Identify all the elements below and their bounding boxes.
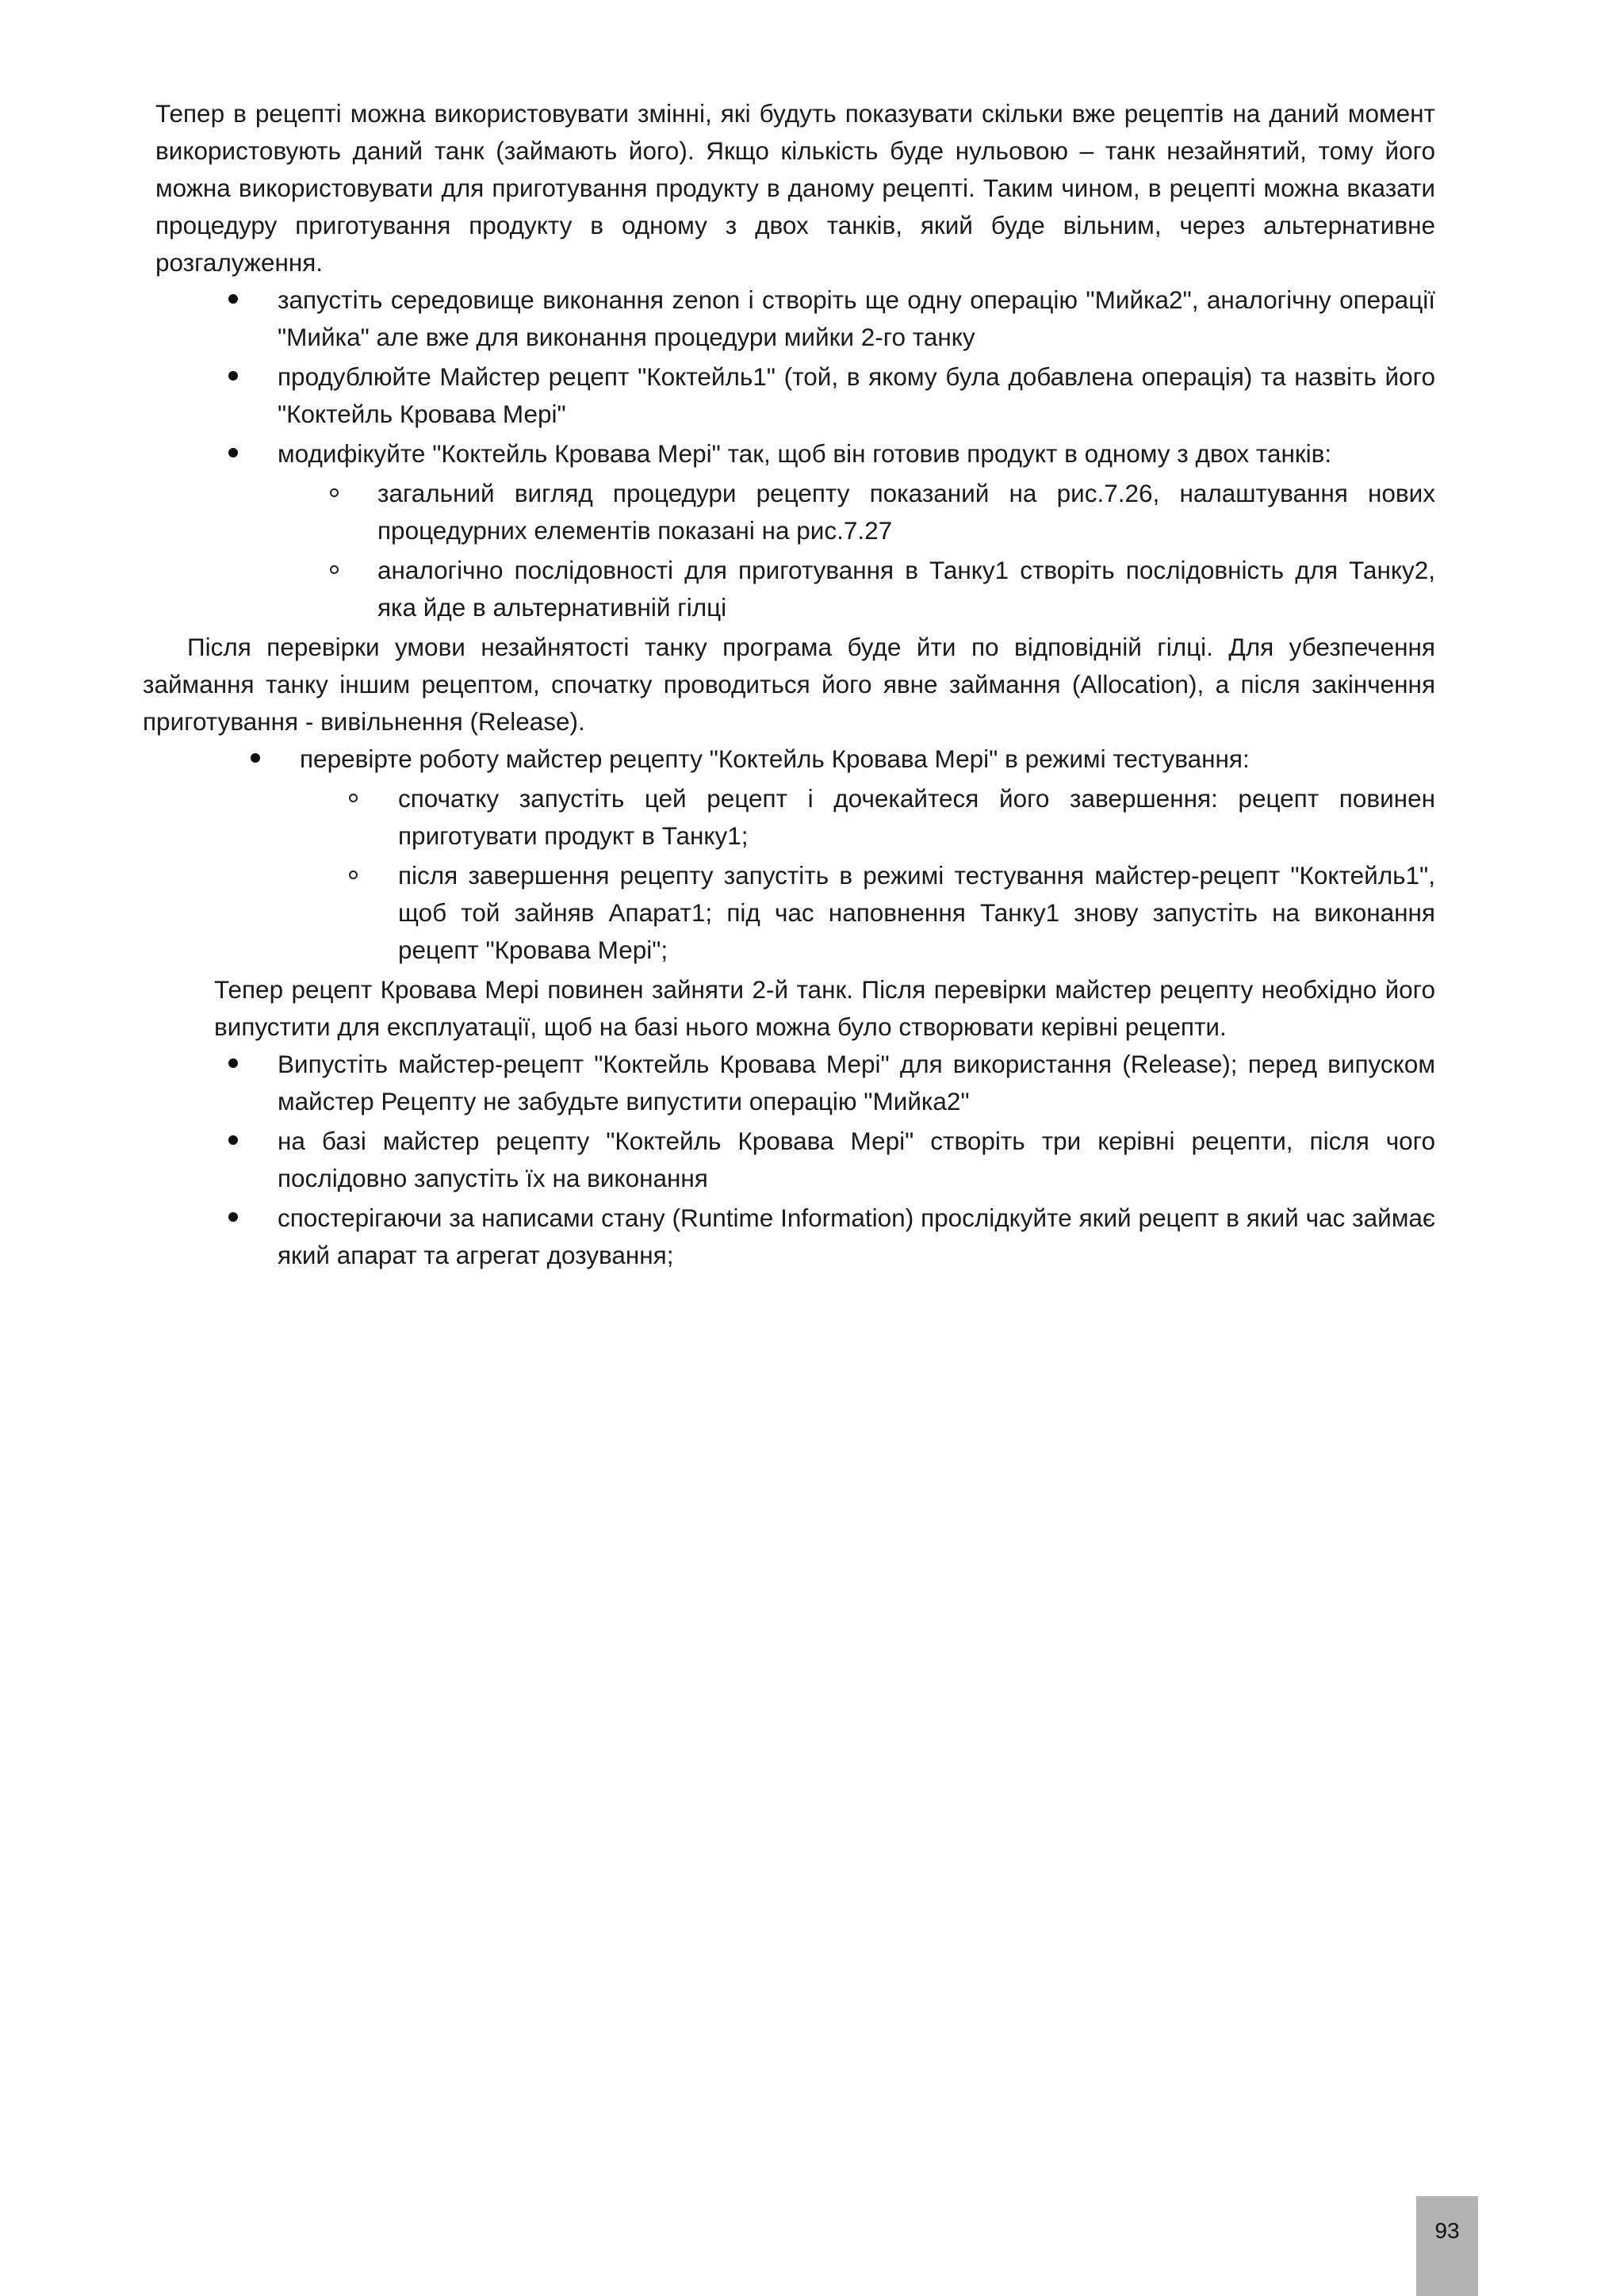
list-item: загальний вигляд процедури рецепту показаний на рис.7.26, налаштування нових процедурних елементів показані на рис.7.27 (155, 475, 1435, 549)
substeps-list-2 (155, 780, 1435, 969)
check-paragraph: Після перевірки умови незайнятості танку програма буде йти по відповідній гілці. Для убезпечення займання танку іншим рецептом, спочатку проводиться його явне займання (Allocation), а після закінчення приготування - вивільнення (Release). (143, 633, 1435, 736)
steps-list-1 (155, 281, 1435, 473)
page-number (1416, 2196, 1478, 2296)
list-item: після завершення рецепту запустіть в режимі тестування майстер-рецепт "Коктейль1", щоб той зайняв Апарат1; під час наповнення Танку1 знову запустіть на виконання рецепт "Кровава Мері"; (155, 857, 1435, 969)
list-item: на базі майстер рецепту "Коктейль Кровава Мері" створіть три керівні рецепти, після чого послідовно запустіть їх на виконання (155, 1123, 1435, 1197)
release-paragraph: Тепер рецепт Кровава Мері повинен зайняти 2-й танк. Після перевірки майстер рецепту необхідно його випустити для експлуатації, щоб на базі нього можна було створювати керівні рецепти. (214, 975, 1435, 1041)
list-item: запустіть середовище виконання zenon і створіть ще одну операцію "Мийка2", аналогічну операції "Мийка" але вже для виконання процедури мийки 2-го танку (155, 281, 1435, 356)
list-item: спостерігаючи за написами стану (Runtime Information) прослідкуйте який рецепт в який час займає який апарат та агрегат дозування; (155, 1200, 1435, 1274)
steps-list-2 (155, 740, 1435, 778)
list-item: продублюйте Майстер рецепт "Коктейль1" (той, в якому була добавлена операція) та назвіть його "Коктейль Кровава Мері" (155, 358, 1435, 433)
list-item: аналогічно послідовності для приготування в Танку1 створіть послідовність для Танку2, яка йде в альтернативній гілці (155, 552, 1435, 626)
steps-list-3 (155, 1046, 1435, 1274)
list-item: спочатку запустіть цей рецепт і дочекайтеся його завершення: рецепт повинен приготувати продукт в Танку1; (155, 780, 1435, 855)
list-item: модифікуйте "Коктейль Кровава Мері" так, щоб він готовив продукт в одному з двох танків: (155, 435, 1435, 473)
page-number-label: 93 (1434, 2218, 1460, 2243)
substeps-list-1 (155, 475, 1435, 626)
intro-paragraph: Тепер в рецепті можна використовувати змінні, які будуть показувати скільки вже рецептів на даний момент використовують даний танк (займають його). Якщо кількість буде нульовою – танк незайнятий, тому його можна використовувати для приготування продукту в даному рецепті. Таким чином, в рецепті можна вказати процедуру приготування продукту в одному з двох танків, який буде вільним, через альтернативне розгалуження. (155, 99, 1435, 277)
document-body (143, 95, 1435, 1276)
list-item: Випустіть майстер-рецепт "Коктейль Кровава Мері" для використання (Release); перед випуском майстер Рецепту не забудьте випустити операцію "Мийка2" (155, 1046, 1435, 1120)
list-item: перевірте роботу майстер рецепту "Коктейль Кровава Мері" в режимі тестування: (155, 740, 1435, 778)
